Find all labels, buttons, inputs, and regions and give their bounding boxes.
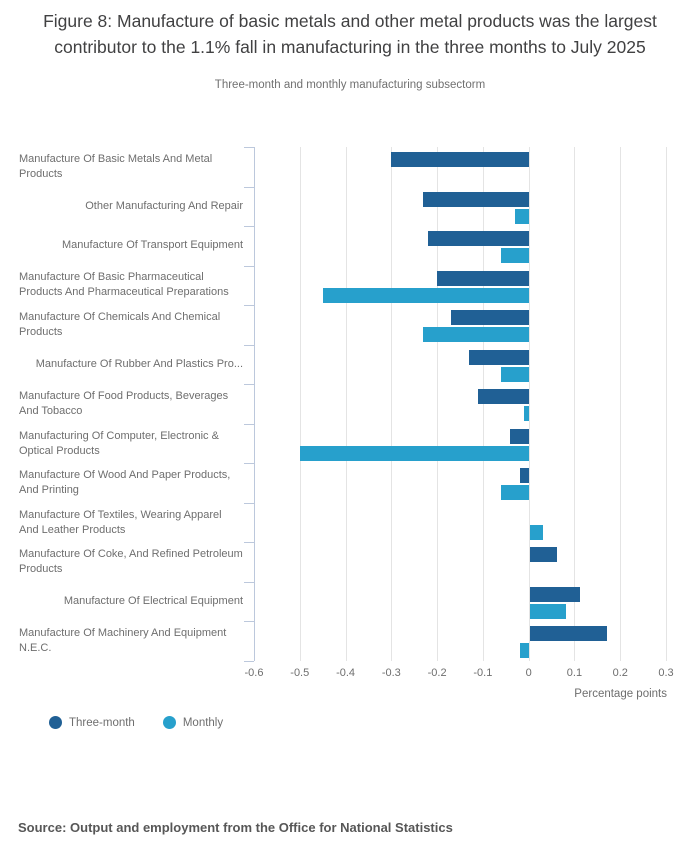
category-label bbox=[0, 463, 243, 503]
category-label bbox=[0, 621, 243, 661]
x-tick-label: -0.1 bbox=[473, 667, 493, 679]
legend-item-three-month[interactable] bbox=[49, 716, 135, 729]
category-label-text: Manufacture Of Rubber And Plastics Pro... bbox=[35, 357, 243, 370]
category-label-text: Manufacture Of Machinery And Equipment N.E.C. bbox=[19, 627, 227, 655]
bar-monthly[interactable] bbox=[501, 485, 528, 500]
category-label-text: Manufacture Of Electrical Equipment bbox=[63, 595, 243, 608]
y-axis-tick bbox=[244, 661, 254, 662]
category-label-text: Manufacture Of Basic Pharmaceutical Products And Pharmaceutical Preparations bbox=[19, 271, 229, 299]
y-axis-line bbox=[254, 147, 255, 661]
gridline bbox=[666, 147, 667, 661]
bar-three-month[interactable] bbox=[428, 231, 529, 246]
x-tick-label: 0.3 bbox=[658, 667, 674, 679]
category-label-text: Manufacture Of Wood And Paper Products, And Printing bbox=[19, 469, 231, 497]
x-tick-label: -0.6 bbox=[244, 667, 264, 679]
x-tick-label: 0.1 bbox=[566, 667, 583, 679]
category-label-text: Manufacture Of Transport Equipment bbox=[62, 239, 243, 252]
category-label bbox=[0, 266, 243, 306]
category-label-text: Manufacture Of Coke, And Refined Petroleum Products bbox=[19, 548, 243, 576]
bar-monthly[interactable] bbox=[520, 643, 529, 658]
category-label bbox=[0, 582, 243, 622]
category-label-text: Other Manufacturing And Repair bbox=[85, 199, 243, 212]
bar-three-month[interactable] bbox=[451, 310, 529, 325]
bar-three-month[interactable] bbox=[437, 271, 529, 286]
x-tick-label: -0.3 bbox=[381, 667, 401, 679]
gridline bbox=[437, 147, 438, 661]
legend-item-monthly[interactable] bbox=[163, 716, 223, 729]
bar-monthly[interactable] bbox=[300, 446, 529, 461]
x-tick-label: -0.2 bbox=[427, 667, 447, 679]
category-label-text: Manufacture Of Basic Metals And Metal Products bbox=[19, 152, 213, 180]
bar-three-month[interactable] bbox=[391, 152, 528, 167]
x-tick-label: 0 bbox=[525, 667, 532, 679]
monthly-swatch-icon bbox=[163, 716, 176, 729]
y-axis-tick bbox=[244, 424, 254, 425]
source-note: Source: Output and employment from the Office for National Statistics bbox=[18, 820, 453, 835]
bar-monthly[interactable] bbox=[530, 604, 567, 619]
y-axis-tick bbox=[244, 147, 254, 148]
gridline bbox=[391, 147, 392, 661]
bar-monthly[interactable] bbox=[323, 288, 529, 303]
y-axis-tick bbox=[244, 621, 254, 622]
category-label-text: Manufacture Of Chemicals And Chemical Products bbox=[19, 310, 221, 338]
category-label bbox=[0, 345, 243, 385]
bar-three-month[interactable] bbox=[510, 429, 528, 444]
category-label bbox=[0, 542, 243, 582]
bar-three-month[interactable] bbox=[423, 192, 528, 207]
chart-legend bbox=[49, 716, 223, 729]
y-axis-tick bbox=[244, 542, 254, 543]
legend-label-three-month: Three-month bbox=[69, 716, 135, 729]
y-axis-tick bbox=[244, 582, 254, 583]
y-axis-tick bbox=[244, 384, 254, 385]
chart-title: Figure 8: Manufacture of basic metals and other metal products was the largest contributor to the 1.1% fall in manufacturing in the three months to July 2025 bbox=[43, 11, 657, 57]
x-axis-title: Percentage points bbox=[574, 688, 667, 700]
y-axis-tick bbox=[244, 305, 254, 306]
bar-three-month[interactable] bbox=[478, 389, 528, 404]
three-month-swatch-icon bbox=[49, 716, 62, 729]
category-label bbox=[0, 226, 243, 266]
category-label bbox=[0, 503, 243, 543]
category-label-text: Manufacture Of Textiles, Wearing Apparel And Leather Products bbox=[19, 508, 222, 536]
bar-three-month[interactable] bbox=[530, 626, 608, 641]
bar-monthly[interactable] bbox=[501, 367, 528, 382]
bar-three-month[interactable] bbox=[530, 547, 557, 562]
x-tick-label: -0.4 bbox=[336, 667, 356, 679]
bar-monthly[interactable] bbox=[530, 525, 544, 540]
y-axis-tick bbox=[244, 266, 254, 267]
category-label bbox=[0, 424, 243, 464]
bar-monthly[interactable] bbox=[423, 327, 528, 342]
x-tick-label: 0.2 bbox=[612, 667, 628, 679]
category-label-text: Manufacture Of Food Products, Beverages And Tobacco bbox=[19, 389, 229, 417]
chart-subtitle: Three-month and monthly manufacturing subsectorm bbox=[214, 79, 486, 91]
y-axis-tick bbox=[244, 463, 254, 464]
category-label bbox=[0, 147, 243, 187]
bar-monthly[interactable] bbox=[515, 209, 529, 224]
gridline bbox=[529, 147, 530, 661]
bar-three-month[interactable] bbox=[530, 587, 580, 602]
y-axis-tick bbox=[244, 226, 254, 227]
legend-label-monthly: Monthly bbox=[182, 716, 224, 729]
y-axis-tick bbox=[244, 187, 254, 188]
bar-monthly[interactable] bbox=[524, 406, 529, 421]
category-label bbox=[0, 187, 243, 227]
bar-three-month[interactable] bbox=[520, 468, 529, 483]
category-label-text: Manufacturing Of Computer, Electronic & Optical Products bbox=[19, 429, 219, 457]
bar-three-month[interactable] bbox=[469, 350, 529, 365]
category-label bbox=[0, 384, 243, 424]
category-label bbox=[0, 305, 243, 345]
gridline bbox=[620, 147, 621, 661]
gridline bbox=[574, 147, 575, 661]
gridline bbox=[300, 147, 301, 661]
y-axis-tick bbox=[244, 345, 254, 346]
x-tick-label: -0.5 bbox=[290, 667, 310, 679]
y-axis-tick bbox=[244, 503, 254, 504]
bar-monthly[interactable] bbox=[501, 248, 528, 263]
gridline bbox=[346, 147, 347, 661]
